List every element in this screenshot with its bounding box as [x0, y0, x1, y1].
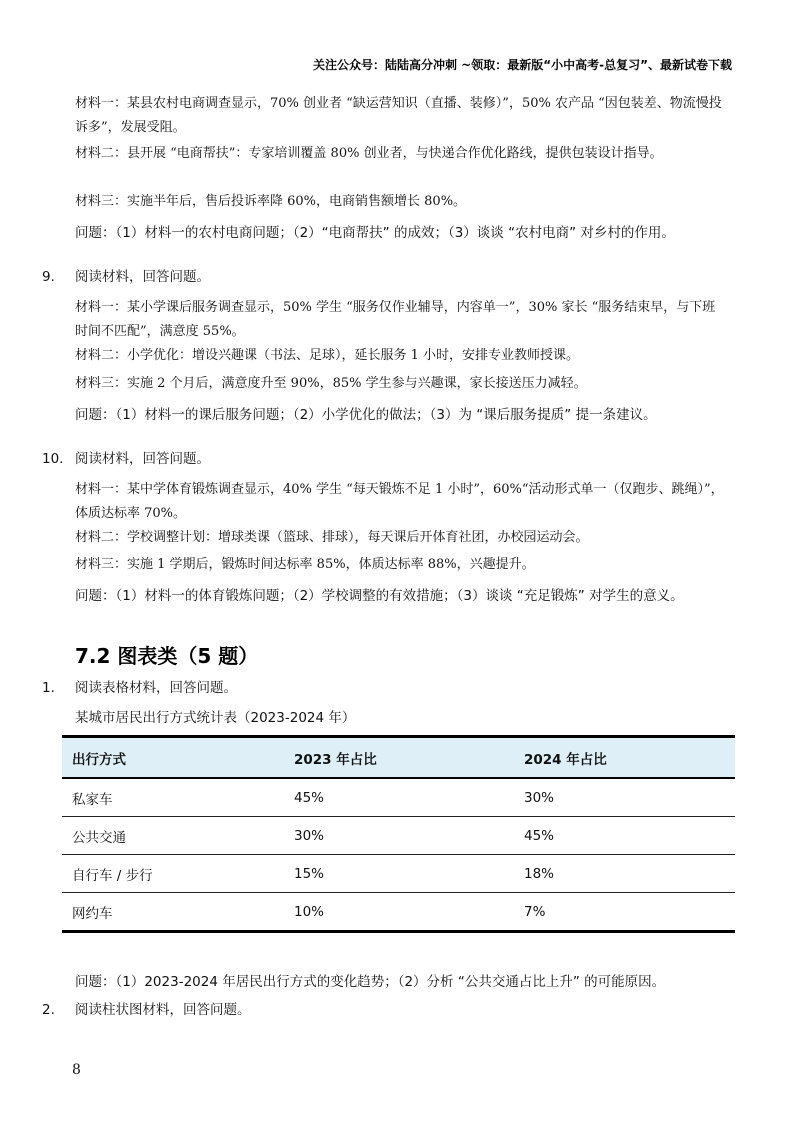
q10-material-3: 材料三：实施 1 学期后，锻炼时间达标率 85%，体质达标率 88%，兴趣提升。	[75, 557, 535, 572]
q9-title: 阅读材料，回答问题。	[75, 269, 210, 285]
table-cell: 10%	[294, 893, 524, 932]
table-header-row	[62, 737, 735, 779]
table-cell: 7%	[524, 893, 735, 932]
table-row	[62, 855, 735, 893]
table-cell: 15%	[294, 855, 524, 893]
table-row	[62, 817, 735, 855]
q1-title: 阅读表格材料，回答问题。	[75, 680, 237, 696]
table-cell: 私家车	[62, 778, 294, 817]
table-header-cell: 2024 年占比	[524, 737, 735, 779]
q9-number: 9.	[42, 269, 55, 285]
q9-question: 问题：（1）材料一的课后服务问题；（2）小学优化的做法；（3）为 “课后服务提质” 提一条建议。	[75, 407, 657, 423]
q8-question: 问题：（1）材料一的农村电商问题；（2）“电商帮扶” 的成效；（3）谈谈 “农村电商” 对乡村的作用。	[75, 225, 675, 241]
q10-material-2: 材料二：学校调整计划：增球类课（篮球、排球），每天课后开体育社团，办校园运动会。	[75, 530, 589, 545]
table-row	[62, 893, 735, 932]
q10-number: 10.	[42, 451, 64, 467]
table-caption: 某城市居民出行方式统计表（2023-2024 年）	[75, 710, 356, 726]
q9-material-2: 材料二：小学优化：增设兴趣课（书法、足球），延长服务 1 小时，安排专业教师授课。	[75, 348, 580, 363]
table-cell: 45%	[524, 817, 735, 855]
q8-material-2: 材料二：县开展 “电商帮扶”：专家培训覆盖 80% 创业者，与快递合作优化路线，提供包装设计指导。	[75, 146, 663, 161]
table-row	[62, 778, 735, 817]
q8-material-3: 材料三：实施半年后，售后投诉率降 60%，电商销售额增长 80%。	[75, 194, 467, 209]
table-cell: 自行车 / 步行	[62, 855, 294, 893]
table-cell: 18%	[524, 855, 735, 893]
q1-number: 1.	[42, 680, 55, 696]
q2-title: 阅读柱状图材料，回答问题。	[75, 1002, 251, 1018]
table-cell: 网约车	[62, 893, 294, 932]
table-cell: 30%	[524, 778, 735, 817]
q10-title: 阅读材料，回答问题。	[75, 451, 210, 467]
page-header: 关注公众号：陆陆高分冲刺 ~领取：最新版“小中高考-总复习”、最新试卷下载	[313, 58, 732, 72]
table-cell: 30%	[294, 817, 524, 855]
travel-mode-table	[62, 735, 735, 933]
q9-material-3: 材料三：实施 2 个月后，满意度升至 90%，85% 学生参与兴趣课，家长接送压力减轻。	[75, 376, 587, 391]
table-cell: 公共交通	[62, 817, 294, 855]
q10-question: 问题：（1）材料一的体育锻炼问题；（2）学校调整的有效措施；（3）谈谈 “充足锻炼” 对学生的意义。	[75, 588, 684, 604]
table-header-cell: 出行方式	[62, 737, 294, 779]
q1-question: 问题：（1）2023-2024 年居民出行方式的变化趋势；（2）分析 “公共交通占比上升” 的可能原因。	[75, 974, 666, 990]
q9-material-1: 材料一：某小学课后服务调查显示，50% 学生 “服务仅作业辅导，内容单一”，30% 家长 “服务结束早，与下班时间不匹配”，满意度 55%。	[75, 300, 716, 339]
table-header-cell: 2023 年占比	[294, 737, 524, 779]
table-cell: 45%	[294, 778, 524, 817]
q10-material-1: 材料一：某中学体育锻炼调查显示，40% 学生 “每天锻炼不足 1 小时”，60%“活动形式单一（仅跑步、跳绳）”，体质达标率 70%。	[75, 482, 724, 521]
page-number: 8	[72, 1062, 81, 1078]
section-heading: 7.2 图表类（5 题）	[75, 644, 259, 668]
q2-number: 2.	[42, 1002, 55, 1018]
q8-material-1: 材料一：某县农村电商调查显示，70% 创业者 “缺运营知识（直播、装修）”，50% 农产品 “因包装差、物流慢投诉多”，发展受阻。	[75, 96, 722, 135]
